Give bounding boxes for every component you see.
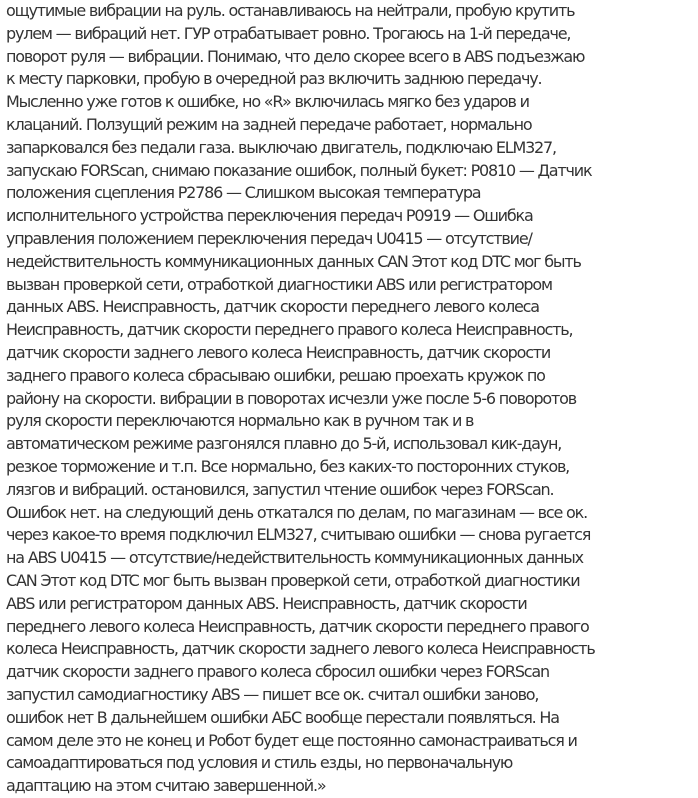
text-line: запарковался без педали газа. выключаю двигатель, подключаю ELM327,	[6, 137, 556, 157]
text-line: самом деле это не конец и Робот будет еще постоянно самонастраиваться и	[6, 730, 577, 750]
text-line: CAN Этот код DTC мог быть вызван проверкой сети, отработкой диагностики	[6, 570, 580, 590]
text-line: ABS или регистратором данных ABS. Неисправность, датчик скорости	[6, 593, 527, 613]
text-line: положения сцепления P2786 — Слишком высокая температура	[6, 183, 481, 203]
text-line: ощутимые вибрации на руль. останавливаюсь на нейтрали, пробую крутить	[6, 1, 575, 20]
text-line: заднего правого колеса сбрасываю ошибки, решаю проехать кружок по	[6, 365, 545, 385]
text-line: на ABS U0415 — отсутствие/недействительность коммуникационных данных	[6, 548, 583, 568]
text-line: поворот руля — вибрации. Понимаю, что дело скорее всего в ABS подъезжаю	[6, 46, 585, 66]
text-line: руля скорости переключаются нормально как в ручном так и в	[6, 411, 474, 431]
text-line: Мысленно уже готов к ошибке, но «R» включилась мягко без ударов и	[6, 92, 529, 112]
text-line: ошибок нет В дальнейшем ошибки АБС вообще перестали появляться. На	[6, 707, 559, 727]
text-line: переднего левого колеса Неисправность, датчик скорости переднего правого	[6, 616, 589, 636]
text-line: вызван проверкой сети, отработкой диагностики ABS или регистратором	[6, 274, 552, 294]
text-line: автоматическом режиме разгонялся плавно до 5-й, использовал кик-даун,	[6, 434, 562, 454]
text-line: управления положением переключения передач U0415 — отсутствие/	[6, 228, 532, 248]
text-line: лязгов и вибраций. остановился, запустил чтение ошибок через FORScan.	[6, 479, 554, 499]
text-line: запустил самодиагностику ABS — пишет все ок. считал ошибки заново,	[6, 684, 539, 704]
text-line: адаптацию на этом считаю завершенной.»	[6, 776, 326, 796]
text-line: недействительность коммуникационных данных CAN Этот код DTC мог быть	[6, 251, 581, 271]
text-line: клацаний. Ползущий режим на задней передаче работает, нормально	[6, 114, 532, 134]
text-line: Ошибок нет. на следующий день откатался по делам, по магазинам — все ок.	[6, 502, 587, 522]
text-line: району на скорости. вибрации в поворотах исчезли уже после 5-6 поворотов	[6, 388, 576, 408]
text-line: запускаю FORScan, снимаю показание ошибок, полный букет: P0810 — Датчик	[6, 160, 592, 180]
text-line: исполнительного устройства переключения передач P0919 — Ошибка	[6, 206, 533, 226]
text-line: резкое торможение и т.п. Все нормально, без каких-то посторонних стуков,	[6, 456, 570, 476]
text-line: Неисправность, датчик скорости переднего правого колеса Неисправность,	[6, 320, 573, 340]
text-line: через какое-то время подключил ELM327, считываю ошибки — снова ругается	[6, 525, 591, 545]
text-line: к месту парковки, пробую в очередной раз включить заднюю передачу.	[6, 69, 542, 89]
text-line: самоадаптироваться под условия и стиль езды, но первоначальную	[6, 753, 513, 773]
article-text	[6, 0, 698, 798]
text-line: датчик скорости заднего правого колеса сбросил ошибки через FORScan	[6, 662, 549, 682]
text-line: колеса Неисправность, датчик скорости заднего левого колеса Неисправность	[6, 639, 595, 659]
text-line: датчик скорости заднего левого колеса Неисправность, датчик скорости	[6, 342, 551, 362]
text-line: данных ABS. Неисправность, датчик скорости переднего левого колеса	[6, 297, 539, 317]
text-line: рулем — вибраций нет. ГУР отрабатывает ровно. Трогаюсь на 1-й передаче,	[6, 23, 571, 43]
